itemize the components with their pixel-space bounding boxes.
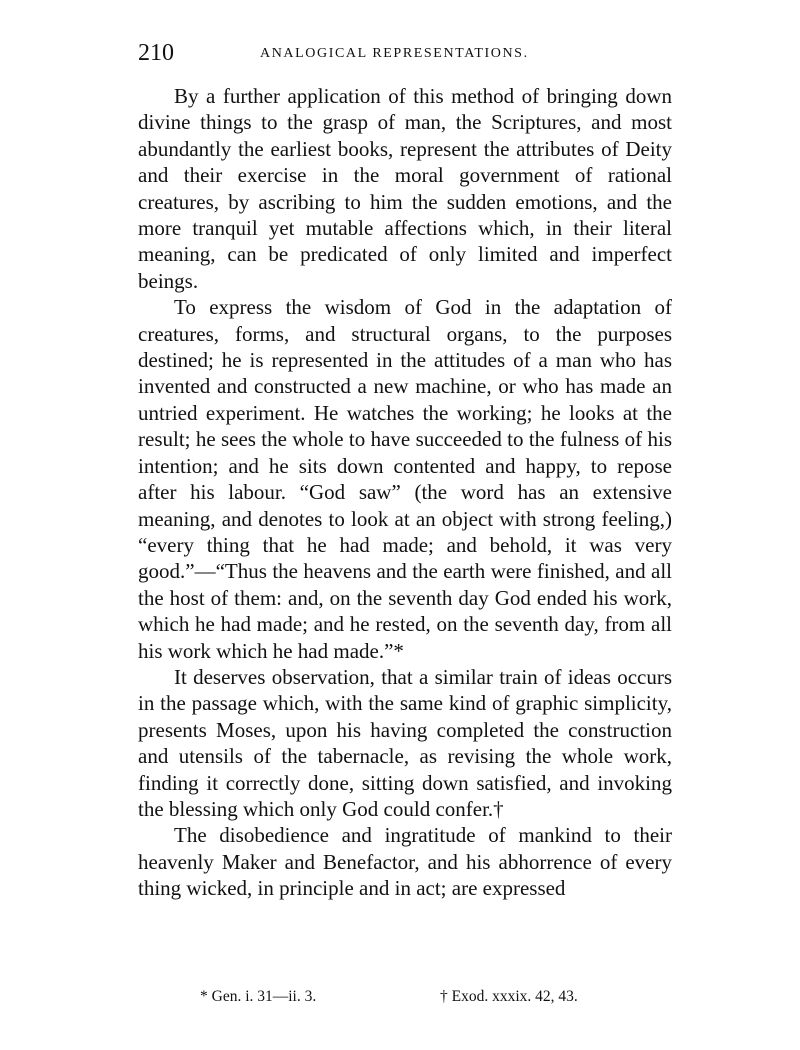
running-head (138, 38, 678, 68)
paragraph: The disobedience and ingratitude of mankind to their heavenly Maker and Benefactor, and his abhorrence of every thing wicked, in principle and in act; are expressed (138, 823, 672, 901)
running-title: ANALOGICAL REPRESENTATIONS. (260, 46, 529, 61)
paragraph: It deserves observation, that a similar train of ideas occurs in the passage which, with the same kind of graphic simplicity, presents Moses, upon his having completed the construction and utensils of the tabernacle, as revising the whole work, finding it correctly done, sitting down satisfied, and invoking the blessing which only God could confer.† (138, 664, 672, 821)
paragraph: By a further application of this method of bringing down divine things to the grasp of man, the Scriptures, and most abundantly the earliest books, represent the attributes of Deity and their exercise in the moral government of rational creatures, by ascribing to him the sudden emotions, and the more tranquil yet mutable affections which, in their literal meaning, can be predicated of only limited and imperfect beings. (138, 84, 672, 293)
footnote: † Exod. xxxix. 42, 43. (440, 988, 578, 1005)
footnote: * Gen. i. 31—ii. 3. (200, 988, 317, 1005)
body-text (138, 83, 672, 902)
page-number: 210 (138, 40, 174, 66)
paragraph: To express the wisdom of God in the adaptation of creatures, forms, and structural organs, to the purposes destined; he is represented in the attitudes of a man who has invented and constructed a new machine, or who has made an untried experiment. He watches the working; he looks at the result; he sees the whole to have succeeded to the fulness of his intention; and he sits down contented and happy, to repose after his labour. “God saw” (the word has an extensive meaning, and denotes to look at an object with strong feeling,) “every thing that he had made; and behold, it was very good.”—“Thus the heavens and the earth were finished, and all the host of them: and, on the seventh day God ended his work, which he had made; and he rested, on the seventh day, from all his work which he had made.”* (138, 295, 672, 663)
footnotes (200, 986, 620, 1010)
